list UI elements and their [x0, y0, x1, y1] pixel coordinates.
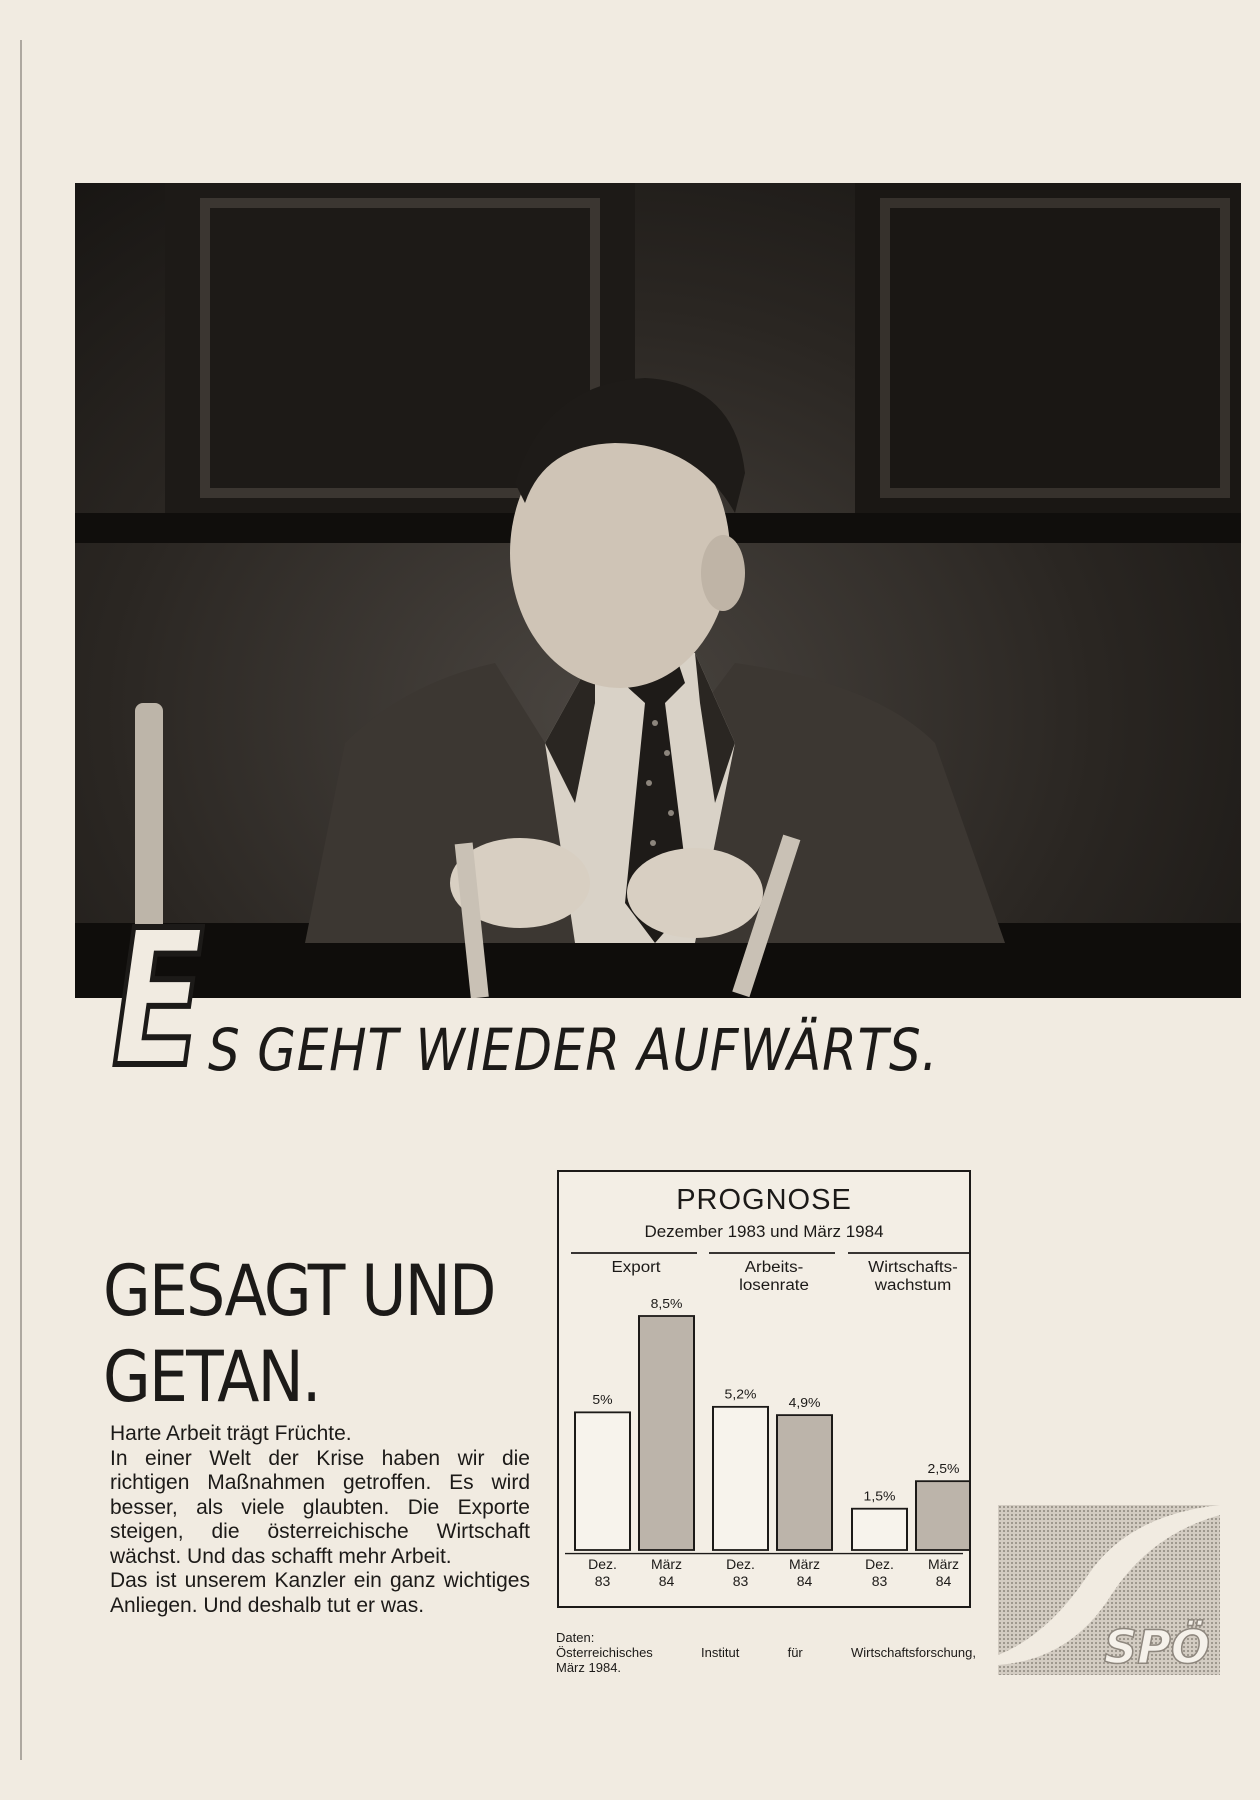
subheading-line-2: GETAN.	[103, 1336, 320, 1418]
period-label: 84	[935, 1573, 952, 1589]
group-label: wachstum	[874, 1276, 952, 1294]
bar	[639, 1316, 694, 1550]
chart-content	[565, 1253, 969, 1554]
chart-title: PROGNOSE	[676, 1184, 852, 1216]
period-label: Dez.	[865, 1556, 894, 1572]
bar	[916, 1481, 969, 1550]
page-edge-rule	[20, 40, 22, 1760]
bar	[575, 1412, 630, 1550]
data-label: 8,5%	[650, 1296, 683, 1311]
period-label: Dez.	[588, 1556, 617, 1572]
period-label: 83	[594, 1573, 611, 1589]
subheading-line-1: GESAGT UND	[103, 1250, 495, 1332]
period-label: 84	[658, 1573, 675, 1589]
chancellor-photo	[75, 183, 1241, 998]
subheading	[103, 1248, 495, 1420]
forecast-chart	[557, 1170, 971, 1608]
data-source	[556, 1630, 976, 1675]
source-line-3: März 1984.	[556, 1660, 622, 1675]
data-label: 4,9%	[788, 1395, 821, 1410]
spoe-logo	[998, 1505, 1220, 1675]
logo-text: SPÖ	[1104, 1620, 1210, 1674]
headline: S GEHT WIEDER AUFWÄRTS.	[208, 1016, 939, 1084]
chart-plot	[559, 1172, 969, 1606]
body-copy	[110, 1422, 530, 1618]
period-label: März	[788, 1556, 821, 1572]
group-label: Arbeits-	[744, 1258, 804, 1276]
data-label: 5%	[592, 1392, 613, 1408]
group-label: losenrate	[739, 1276, 809, 1294]
bar	[852, 1509, 907, 1550]
body-paragraph: In einer Welt der Krise haben wir die richtigen Maßnahmen getroffen. Es wird besser, als viele glaubten. Die Exporte steigen, die österreichische Wirtschaft wächst. Und das schafft mehr Arbeit.	[110, 1446, 530, 1568]
chart-subtitle: Dezember 1983 und März 1984	[644, 1222, 884, 1241]
bar	[713, 1407, 768, 1550]
period-label: März	[927, 1556, 960, 1572]
bar	[777, 1415, 832, 1550]
period-label: März	[650, 1556, 683, 1572]
period-label: 83	[871, 1573, 888, 1589]
period-label: 84	[796, 1573, 813, 1589]
period-label: 83	[732, 1573, 749, 1589]
group-label: Wirtschafts-	[868, 1258, 958, 1276]
body-paragraph: Harte Arbeit trägt Früchte.	[110, 1422, 352, 1445]
headline-initial: E	[112, 890, 205, 1109]
data-label: 2,5%	[927, 1461, 960, 1476]
source-line-1: Daten:	[556, 1630, 595, 1645]
group-label: Export	[611, 1258, 661, 1276]
photo-illustration	[75, 183, 1241, 998]
data-label: 1,5%	[863, 1489, 896, 1504]
data-label: 5,2%	[724, 1387, 757, 1402]
body-paragraph: Das ist unserem Kanzler ein ganz wichtiges Anliegen. Und deshalb tut er was.	[110, 1569, 530, 1617]
source-line-2: Österreichisches Institut für Wirtschaftsforschung,	[556, 1645, 976, 1660]
period-label: Dez.	[726, 1556, 755, 1572]
